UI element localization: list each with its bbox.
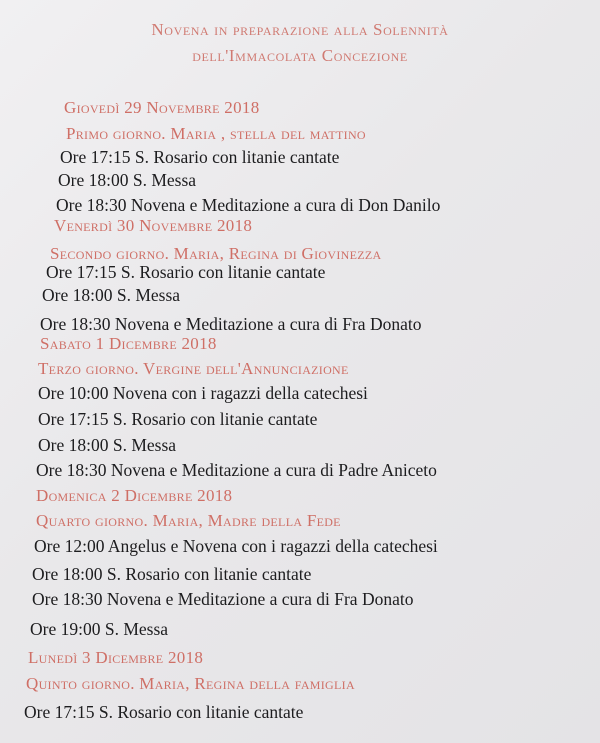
schedule-line: Ore 17:15 S. Rosario con litanie cantate: [60, 147, 340, 167]
schedule-line: Ore 17:15 S. Rosario con litanie cantate: [46, 262, 326, 282]
document-title: Novena in preparazione alla Solennità: [151, 20, 449, 39]
schedule-line: Ore 18:00 S. Rosario con litanie cantate: [32, 564, 312, 584]
day-theme-quarto: Quarto giorno. Maria, Madre della Fede: [36, 511, 341, 530]
day-heading-lunedi: Lunedì 3 Dicembre 2018: [28, 648, 204, 667]
schedule-line: Ore 17:15 S. Rosario con litanie cantate: [38, 409, 318, 429]
day-theme-terzo: Terzo giorno. Vergine dell'Annunciazione: [38, 359, 349, 378]
day-heading-sabato: Sabato 1 Dicembre 2018: [40, 334, 217, 353]
schedule-line: Ore 18:00 S. Messa: [42, 285, 181, 305]
day-theme-primo: Primo giorno. Maria , stella del mattino: [66, 124, 366, 143]
schedule-line: Ore 18:30 Novena e Meditazione a cura di Fra Donato: [40, 314, 422, 334]
schedule-line: Ore 18:30 Novena e Meditazione a cura di Don Danilo: [56, 195, 441, 215]
schedule-line: Ore 10:00 Novena con i ragazzi della catechesi: [38, 383, 368, 403]
day-heading-domenica: Domenica 2 Dicembre 2018: [36, 486, 233, 505]
schedule-line: Ore 18:30 Novena e Meditazione a cura di Fra Donato: [32, 589, 414, 609]
schedule-line: Ore 17:15 S. Rosario con litanie cantate: [24, 702, 304, 722]
schedule-line: Ore 18:30 Novena e Meditazione a cura di Padre Aniceto: [36, 460, 437, 480]
day-heading-giovedi: Giovedì 29 Novembre 2018: [64, 98, 260, 117]
schedule-line: Ore 19:00 S. Messa: [30, 619, 169, 639]
schedule-line: Ore 18:00 S. Messa: [38, 435, 177, 455]
day-theme-quinto: Quinto giorno. Maria, Regina della famiglia: [26, 674, 355, 693]
schedule-line: Ore 12:00 Angelus e Novena con i ragazzi della catechesi: [34, 536, 438, 556]
document-subtitle: dell'Immacolata Concezione: [192, 46, 408, 65]
schedule-line: Ore 18:00 S. Messa: [58, 170, 197, 190]
day-heading-venerdi: Venerdì 30 Novembre 2018: [54, 216, 253, 235]
day-theme-secondo: Secondo giorno. Maria, Regina di Giovinezza: [50, 244, 382, 263]
